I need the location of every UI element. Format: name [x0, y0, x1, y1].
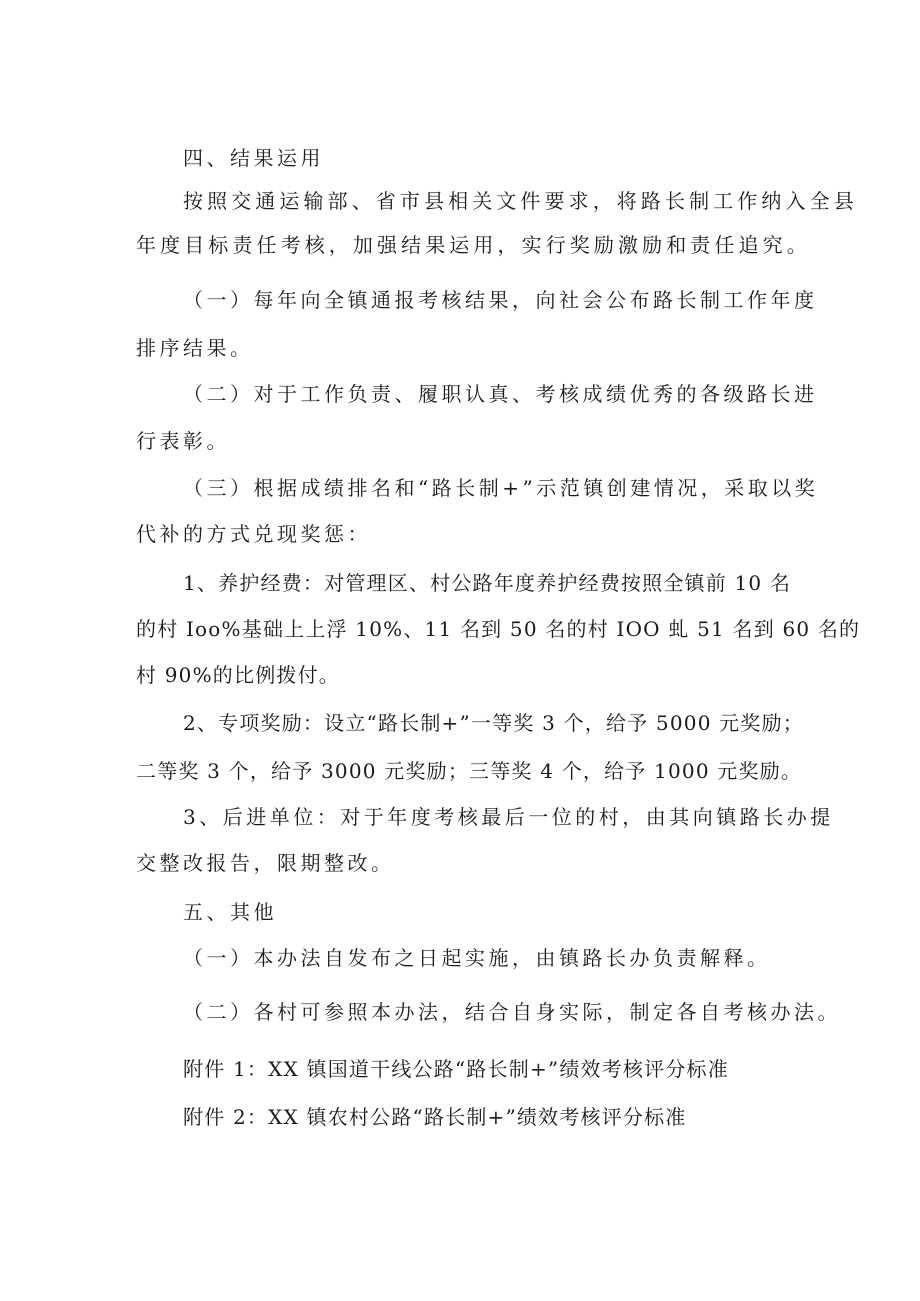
paragraph-line: 行表彰。 — [136, 429, 230, 453]
paragraph-line: 2、专项奖励：设立“路长制+”一等奖 3 个，给予 5000 元奖励； — [183, 711, 804, 735]
paragraph-line: 排序结果。 — [136, 336, 254, 360]
attachment-line-1: 附件 1：XX 镇国道干线公路“路长制+”绩效考核评分标准 — [183, 1057, 729, 1081]
paragraph-line: 3、后进单位：对于年度考核最后一位的村，由其向镇路长办提 — [183, 805, 834, 829]
paragraph-line: 二等奖 3 个，给予 3000 元奖励；三等奖 4 个，给予 1000 元奖励。 — [136, 759, 803, 783]
paragraph-line: 1、养护经费：对管理区、村公路年度养护经费按照全镇前 10 名 — [183, 571, 792, 595]
paragraph-line: （三）根据成绩排名和“路长制+”示范镇创建情况，采取以奖 — [183, 476, 819, 500]
paragraph-line: 按照交通运输部、省市县相关文件要求，将路长制工作纳入全县 — [183, 189, 858, 213]
paragraph-line: （一）每年向全镇通报考核结果，向社会公布路长制工作年度 — [183, 288, 818, 312]
paragraph-line: 交整改报告，限期整改。 — [136, 851, 395, 875]
paragraph-line: 的村 Ioo%基础上上浮 10%、11 名到 50 名的村 IOO 虬 51 名到 60 名的 — [136, 617, 861, 641]
paragraph-line: 代补的方式兑现奖惩： — [136, 522, 371, 546]
section-heading-results: 四、结果运用 — [183, 146, 324, 170]
paragraph-line: （二）各村可参照本办法，结合自身实际，制定各自考核办法。 — [183, 1000, 841, 1024]
paragraph-line: 村 90%的比例拨付。 — [136, 663, 341, 687]
section-heading-other: 五、其他 — [183, 900, 277, 924]
paragraph-line: （二）对于工作负责、履职认真、考核成绩优秀的各级路长进 — [183, 382, 818, 406]
paragraph-line: （一）本办法自发布之日起实施，由镇路长办负责解释。 — [183, 946, 771, 970]
paragraph-line: 年度目标责任考核，加强结果运用，实行奖励激励和责任追究。 — [136, 233, 811, 257]
attachment-line-2: 附件 2：XX 镇农村公路“路长制+”绩效考核评分标准 — [183, 1105, 687, 1129]
